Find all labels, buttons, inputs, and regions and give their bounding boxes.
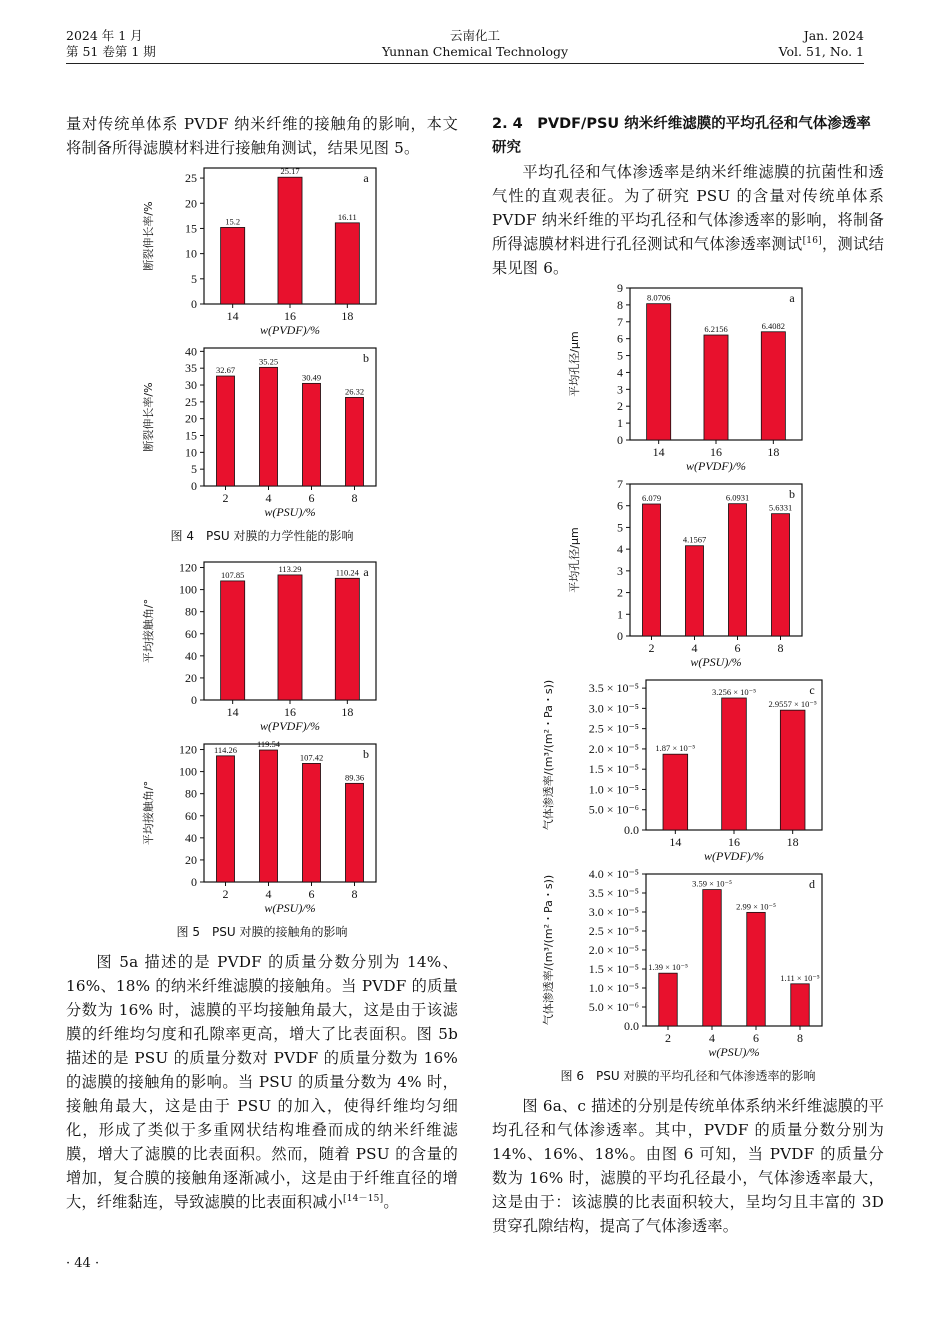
data-label: 89.36 bbox=[344, 772, 365, 783]
x-tick-label: 2 bbox=[648, 641, 655, 655]
chart-fig6d bbox=[538, 866, 838, 1062]
y-tick-label: 20 bbox=[185, 411, 197, 426]
para-text: 图 5a 描述的是 PVDF 的质量分数分别为 14%、16%、18% 的纳米纤维滤膜的接触角。当 PVDF 的质量分数为 16% 时，滤膜的平均接触角最大，这是由于该滤膜的纤维均匀度和孔隙率更高，增大了比表面积。图 5b 描述的是 PSU 的质量分数对 PVDF 的质量分数为 16% 的滤膜的接触角的影响。当 PSU 的质量分数为 4% 时，接触角最大，这是由于 PSU 的加入，使得纤维均匀细化，形成了类似于多重网状结构堆叠而成的纳米纤维滤膜，增大了滤膜的比表面积。然而，随着 PSU 的含量的增加，复合膜的接触角逐渐减小，这是由于纤维直径的增大，纤维黏连，导致滤膜的比表面积减小 bbox=[66, 953, 458, 1211]
x-tick-label: 16 bbox=[728, 835, 740, 849]
x-tick-label: 4 bbox=[265, 491, 272, 505]
header-rule bbox=[66, 63, 864, 64]
y-tick-label: 10 bbox=[185, 445, 197, 460]
x-tick-label: 18 bbox=[341, 309, 354, 323]
x-axis-title: w(PVDF)/% bbox=[260, 719, 320, 733]
bar bbox=[216, 376, 234, 486]
x-axis-title: w(PVDF)/% bbox=[704, 849, 764, 863]
bar bbox=[259, 367, 277, 486]
bar bbox=[216, 756, 234, 882]
panel-label: a bbox=[789, 291, 795, 305]
panel-label: b bbox=[789, 487, 795, 501]
bar bbox=[302, 383, 320, 486]
y-tick-label: 5 bbox=[191, 271, 197, 286]
discussion-paragraph-fig6: 图 6a、c 描述的分别是传统单体系纳米纤维滤膜的平均孔径和气体渗透率。其中，PVDF 的质量分数分别为 14%、16%、18%。由图 6 可知，当 PVDF 的质量分数为 16% 时，滤膜的平均孔径最小，气体渗透率最大，这是由于：该滤膜的比表面积较大，呈均匀且丰富的 3D 贯穿孔隙结构，提高了气体渗透率。 bbox=[492, 1097, 884, 1235]
x-tick-label: 16 bbox=[284, 309, 296, 323]
y-tick-label: 60 bbox=[185, 626, 197, 641]
y-axis-title: 平均接触角/° bbox=[142, 780, 155, 846]
header-journal-en: Yunnan Chemical Technology bbox=[381, 44, 569, 59]
y-tick-label: 5 bbox=[617, 348, 623, 363]
data-label: 4.1567 bbox=[682, 534, 707, 545]
x-tick-label: 16 bbox=[284, 705, 296, 719]
y-tick-label: 0.0 bbox=[624, 1019, 639, 1033]
y-tick-label: 0 bbox=[617, 433, 623, 447]
x-tick-label: 14 bbox=[226, 309, 239, 323]
data-label: 3.256 × 10⁻⁵ bbox=[711, 687, 757, 697]
y-tick-label: 3.5 × 10⁻⁵ bbox=[588, 681, 639, 696]
data-label: 26.32 bbox=[344, 386, 365, 397]
right-column bbox=[492, 112, 884, 1238]
x-tick-label: 6 bbox=[753, 1031, 759, 1045]
bar bbox=[259, 750, 277, 882]
panel-label: d bbox=[809, 877, 815, 891]
data-label: 5.6331 bbox=[768, 502, 793, 513]
chart-fig5b bbox=[132, 736, 392, 918]
y-axis-title: 平均接触角/° bbox=[142, 598, 155, 664]
chart-fig6c bbox=[538, 672, 838, 866]
y-tick-label: 0.0 bbox=[624, 823, 639, 837]
y-tick-label: 1.0 × 10⁻⁵ bbox=[588, 782, 639, 797]
y-tick-label: 40 bbox=[185, 648, 197, 663]
intro-paragraph: 量对传统单体系 PVDF 纳米纤维的接触角的影响，本文将制备所得滤膜材料进行接触角测试，结果见图 5。 bbox=[66, 115, 458, 157]
data-label: 6.0931 bbox=[725, 492, 750, 503]
y-tick-label: 0 bbox=[191, 875, 197, 889]
bar bbox=[703, 890, 721, 1026]
y-tick-label: 60 bbox=[185, 808, 197, 823]
chart-fig4b bbox=[132, 340, 392, 522]
para-end: 。 bbox=[383, 1193, 399, 1211]
x-tick-label: 2 bbox=[222, 491, 229, 505]
y-tick-label: 5.0 × 10⁻⁶ bbox=[588, 1000, 639, 1014]
x-axis-title: w(PSU)/% bbox=[264, 901, 316, 915]
panel-label: a bbox=[363, 171, 369, 185]
header-date-en: Jan. 2024 bbox=[803, 28, 864, 43]
y-tick-label: 3 bbox=[617, 382, 623, 397]
y-tick-label: 2.0 × 10⁻⁵ bbox=[588, 943, 639, 957]
y-tick-label: 1.5 × 10⁻⁵ bbox=[588, 962, 639, 976]
data-label: 2.99 × 10⁻⁵ bbox=[736, 901, 776, 912]
y-tick-label: 0 bbox=[191, 297, 197, 311]
x-tick-label: 14 bbox=[669, 835, 682, 849]
bar bbox=[345, 397, 363, 486]
y-tick-label: 1.5 × 10⁻⁵ bbox=[588, 762, 639, 777]
header-volume: 第 51 卷第 1 期 bbox=[66, 44, 156, 59]
bar bbox=[642, 504, 660, 636]
x-tick-label: 6 bbox=[734, 641, 741, 655]
x-tick-label: 4 bbox=[709, 1031, 715, 1045]
x-tick-label: 18 bbox=[767, 445, 780, 459]
data-label: 119.54 bbox=[256, 739, 281, 750]
y-tick-label: 25 bbox=[185, 394, 197, 409]
y-tick-label: 100 bbox=[179, 764, 197, 779]
y-tick-label: 20 bbox=[185, 196, 197, 211]
y-tick-label: 7 bbox=[617, 477, 623, 491]
y-tick-label: 10 bbox=[185, 246, 197, 261]
x-tick-label: 4 bbox=[691, 641, 698, 655]
data-label: 30.49 bbox=[301, 372, 322, 383]
data-label: 16.11 bbox=[337, 211, 357, 222]
y-tick-label: 20 bbox=[185, 852, 197, 867]
figure-6-caption: 图 6 PSU 对膜的平均孔径和气体渗透率的影响 bbox=[560, 1069, 816, 1083]
bar bbox=[278, 177, 302, 304]
bar bbox=[663, 754, 688, 830]
y-tick-label: 80 bbox=[185, 786, 197, 801]
y-tick-label: 15 bbox=[185, 428, 197, 443]
y-tick-label: 1 bbox=[617, 416, 623, 431]
x-axis-title: w(PVDF)/% bbox=[686, 459, 746, 473]
citation: [16] bbox=[802, 235, 822, 246]
data-label: 1.11 × 10⁻⁵ bbox=[780, 972, 820, 983]
y-tick-label: 0 bbox=[191, 479, 197, 493]
y-tick-label: 7 bbox=[617, 314, 623, 329]
y-axis-title: 断裂伸长率/% bbox=[142, 201, 155, 271]
y-tick-label: 8 bbox=[617, 297, 623, 312]
y-tick-label: 5.0 × 10⁻⁶ bbox=[588, 802, 639, 817]
x-tick-label: 18 bbox=[786, 835, 799, 849]
x-tick-label: 8 bbox=[351, 491, 358, 505]
y-axis-title: 气体渗透率/(m³/(m²・Pa・s)) bbox=[542, 874, 555, 1026]
para-end: ，测试结果见图 6。 bbox=[492, 235, 884, 277]
data-label: 25.17 bbox=[280, 166, 300, 177]
bar bbox=[647, 304, 671, 440]
y-tick-label: 4 bbox=[617, 365, 623, 380]
y-tick-label: 0 bbox=[191, 693, 197, 707]
bar bbox=[659, 973, 677, 1026]
journal-date-volume-en bbox=[779, 28, 864, 60]
x-tick-label: 6 bbox=[308, 887, 315, 901]
y-axis-title: 气体渗透率/(m³/(m²・Pa・s)) bbox=[542, 679, 555, 831]
panel-label: c bbox=[809, 683, 815, 697]
x-tick-label: 8 bbox=[797, 1031, 803, 1045]
data-label: 114.26 bbox=[213, 744, 238, 755]
x-tick-label: 2 bbox=[665, 1031, 671, 1045]
y-tick-label: 2.0 × 10⁻⁵ bbox=[588, 741, 639, 756]
panel-label: b bbox=[363, 351, 369, 365]
bar bbox=[685, 546, 703, 636]
bar bbox=[302, 763, 320, 882]
x-axis-title: w(PSU)/% bbox=[264, 505, 316, 519]
y-tick-label: 6 bbox=[617, 498, 623, 513]
y-tick-label: 1.0 × 10⁻⁵ bbox=[588, 981, 639, 995]
figure-5-caption: 图 5 PSU 对膜的接触角的影响 bbox=[176, 925, 348, 939]
page-number: · 44 · bbox=[66, 1256, 100, 1271]
data-label: 6.079 bbox=[641, 492, 662, 503]
data-label: 2.9557 × 10⁻⁵ bbox=[768, 699, 817, 710]
data-label: 6.4082 bbox=[761, 320, 786, 331]
x-tick-label: 14 bbox=[652, 445, 665, 459]
x-tick-label: 4 bbox=[265, 887, 272, 901]
x-tick-label: 16 bbox=[710, 445, 722, 459]
bar bbox=[728, 504, 746, 636]
bar bbox=[722, 698, 747, 830]
x-tick-label: 18 bbox=[341, 705, 354, 719]
para-text: 平均孔径和气体渗透率是纳米纤维滤膜的抗菌性和透气性的直观表征。为了研究 PSU 的含量对传统单体系 PVDF 纳米纤维的平均孔径和气体渗透率的影响，将制备所得滤膜材料进行孔径测试和气体渗透率测试 bbox=[492, 163, 884, 253]
bar bbox=[278, 575, 302, 700]
figure-4-caption: 图 4 PSU 对膜的力学性能的影响 bbox=[170, 529, 354, 543]
bar bbox=[747, 912, 765, 1026]
y-tick-label: 2 bbox=[617, 585, 623, 600]
citation: [14－15] bbox=[342, 1193, 384, 1204]
x-tick-label: 14 bbox=[226, 705, 239, 719]
bar bbox=[761, 332, 785, 440]
x-tick-label: 8 bbox=[777, 641, 784, 655]
data-label: 1.39 × 10⁻⁵ bbox=[648, 962, 688, 973]
data-label: 15.2 bbox=[225, 216, 241, 227]
data-label: 113.29 bbox=[278, 563, 302, 574]
y-tick-label: 15 bbox=[185, 221, 197, 236]
bar bbox=[335, 223, 359, 304]
y-tick-label: 5 bbox=[191, 462, 197, 477]
y-tick-label: 3.0 × 10⁻⁵ bbox=[588, 905, 639, 919]
y-tick-label: 25 bbox=[185, 171, 197, 186]
panel-label: a bbox=[363, 565, 369, 579]
x-tick-label: 8 bbox=[351, 887, 358, 901]
chart-fig6a bbox=[558, 280, 818, 476]
y-tick-label: 80 bbox=[185, 604, 197, 619]
bar bbox=[345, 783, 363, 882]
y-tick-label: 120 bbox=[179, 742, 197, 757]
y-tick-label: 2.5 × 10⁻⁵ bbox=[588, 721, 639, 736]
y-tick-label: 2.5 × 10⁻⁵ bbox=[588, 924, 639, 938]
header-date: 2024 年 1 月 bbox=[66, 28, 143, 43]
y-tick-label: 9 bbox=[617, 281, 623, 295]
header-volume-en: Vol. 51, No. 1 bbox=[778, 44, 864, 59]
bar bbox=[221, 227, 245, 304]
left-column bbox=[66, 112, 458, 1214]
data-label: 3.59 × 10⁻⁵ bbox=[692, 878, 732, 889]
section-intro-paragraph bbox=[492, 160, 884, 280]
y-tick-label: 2 bbox=[617, 399, 623, 414]
y-axis-title: 断裂伸长率/% bbox=[142, 382, 155, 452]
y-tick-label: 0 bbox=[617, 629, 623, 643]
y-tick-label: 3 bbox=[617, 563, 623, 578]
y-tick-label: 6 bbox=[617, 331, 623, 346]
y-tick-label: 100 bbox=[179, 582, 197, 597]
x-tick-label: 2 bbox=[222, 887, 229, 901]
data-label: 107.42 bbox=[299, 752, 324, 763]
y-tick-label: 30 bbox=[185, 378, 197, 393]
data-label: 110.24 bbox=[335, 567, 359, 578]
x-axis-title: w(PSU)/% bbox=[708, 1045, 760, 1059]
section-title: 2. 4 PVDF/PSU 纳米纤维滤膜的平均孔径和气体渗透率研究 bbox=[492, 116, 871, 156]
y-tick-label: 1 bbox=[617, 607, 623, 622]
y-tick-label: 3.5 × 10⁻⁵ bbox=[588, 886, 639, 900]
data-label: 8.0706 bbox=[646, 292, 671, 303]
bar bbox=[771, 514, 789, 636]
x-tick-label: 6 bbox=[308, 491, 315, 505]
y-tick-label: 3.0 × 10⁻⁵ bbox=[588, 701, 639, 716]
chart-fig6b bbox=[558, 476, 818, 672]
panel-label: b bbox=[363, 747, 369, 761]
data-label: 107.85 bbox=[220, 569, 245, 580]
y-axis-title: 平均孔径/μm bbox=[568, 527, 581, 593]
data-label: 1.87 × 10⁻⁵ bbox=[655, 743, 696, 754]
y-tick-label: 4 bbox=[617, 542, 623, 557]
chart-fig5a bbox=[132, 554, 392, 736]
bar bbox=[335, 578, 359, 700]
y-tick-label: 40 bbox=[185, 344, 197, 359]
bar bbox=[791, 984, 809, 1026]
data-label: 6.2156 bbox=[704, 324, 728, 335]
y-tick-label: 20 bbox=[185, 670, 197, 685]
bar bbox=[780, 710, 805, 830]
data-label: 35.25 bbox=[258, 356, 279, 367]
bar bbox=[221, 581, 245, 700]
y-tick-label: 4.0 × 10⁻⁵ bbox=[588, 867, 639, 881]
y-tick-label: 35 bbox=[185, 361, 197, 376]
discussion-paragraph-fig5 bbox=[66, 950, 458, 1214]
header-journal-cn: 云南化工 bbox=[449, 28, 500, 43]
y-tick-label: 5 bbox=[617, 520, 623, 535]
x-axis-title: w(PSU)/% bbox=[690, 655, 742, 669]
y-tick-label: 40 bbox=[185, 830, 197, 845]
x-axis-title: w(PVDF)/% bbox=[260, 323, 320, 337]
y-axis-title: 平均孔径/μm bbox=[568, 331, 581, 397]
chart-fig4a bbox=[132, 160, 392, 340]
data-label: 32.67 bbox=[215, 365, 236, 376]
bar bbox=[704, 335, 728, 440]
y-tick-label: 120 bbox=[179, 560, 197, 575]
